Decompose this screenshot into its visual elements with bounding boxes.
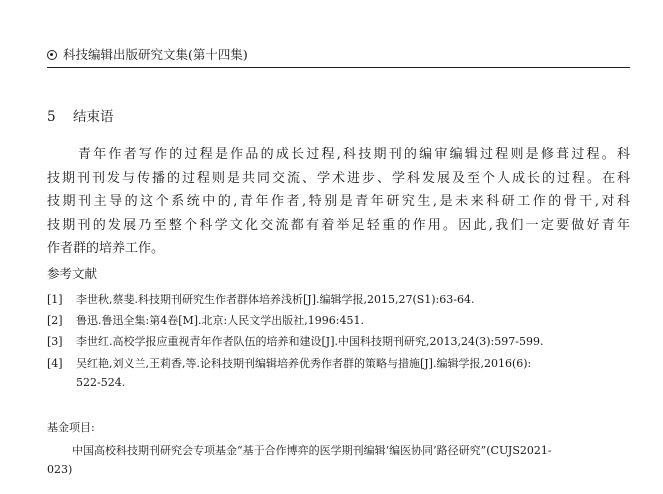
paragraph-line: 技期刊刊发与传播的过程则是共同交流、学术进步、学科发展及至个人成长的过程。在科	[47, 170, 630, 186]
reference-item	[47, 290, 630, 309]
reference-number: [1]	[47, 293, 63, 306]
reference-line: 522-524.	[76, 375, 126, 389]
references-list	[47, 290, 630, 394]
reference-item	[47, 332, 630, 351]
paragraph-line: 技期刊主导的这个系统中的,青年作者,特别是青年研究生,是未来科研工作的骨干,对科	[47, 194, 630, 209]
reference-text	[76, 332, 630, 351]
paragraph-line: 青年作者写作的过程是作品的成长过程,科技期刊的编审编辑过程则是修葺过程。科	[78, 147, 630, 162]
reference-line: 鲁迅.鲁迅全集:第4卷[M].北京:人民文学出版社,1996:451.	[76, 314, 364, 328]
body-paragraph	[47, 143, 630, 261]
reference-number: [3]	[47, 335, 63, 349]
funding-line: 中国高校科技期刊研究会专项基金“基于合作博弈的医学期刊编辑‘编医协同’路径研究”(CUJS2021-	[72, 444, 552, 457]
paragraph-line: 作者群的培养工作。	[47, 241, 165, 256]
funding-line: 023)	[47, 463, 73, 476]
reference-line: 吴红艳,刘义兰,王莉香,等.论科技期刊编辑培养优秀作者群的策略与措施[J].编辑学报,2016(6):	[76, 356, 532, 370]
funding-text	[47, 441, 630, 479]
reference-item	[47, 354, 630, 392]
reference-text	[76, 354, 630, 392]
paragraph-line: 技期刊的发展乃至整个科学文化交流都有着举足轻重的作用。因此,我们一定要做好青年	[47, 217, 630, 233]
reference-text	[76, 290, 630, 309]
section-title: 结束语	[73, 109, 114, 125]
reference-number: [2]	[47, 314, 63, 328]
reference-line: 李世红.高校学报应重视青年作者队伍的培养和建设[J].中国科技期刊研究,2013,24(3):597-599.	[76, 335, 544, 349]
references-title: 参考文献	[47, 266, 98, 281]
reference-line: 李世秋,蔡斐.科技期刊研究生作者群体培养浅析[J].编辑学报,2015,27(S1):63-64.	[76, 293, 475, 306]
section-heading	[47, 108, 114, 126]
reference-item	[47, 311, 630, 330]
circle-bullet-icon	[47, 50, 57, 60]
running-header-title: 科技编辑出版研究文集(第十四集)	[63, 47, 248, 62]
reference-text	[76, 311, 630, 330]
funding-label: 基金项目:	[47, 421, 95, 434]
section-number: 5	[47, 109, 56, 125]
running-header	[47, 44, 630, 68]
reference-number: [4]	[47, 356, 63, 370]
